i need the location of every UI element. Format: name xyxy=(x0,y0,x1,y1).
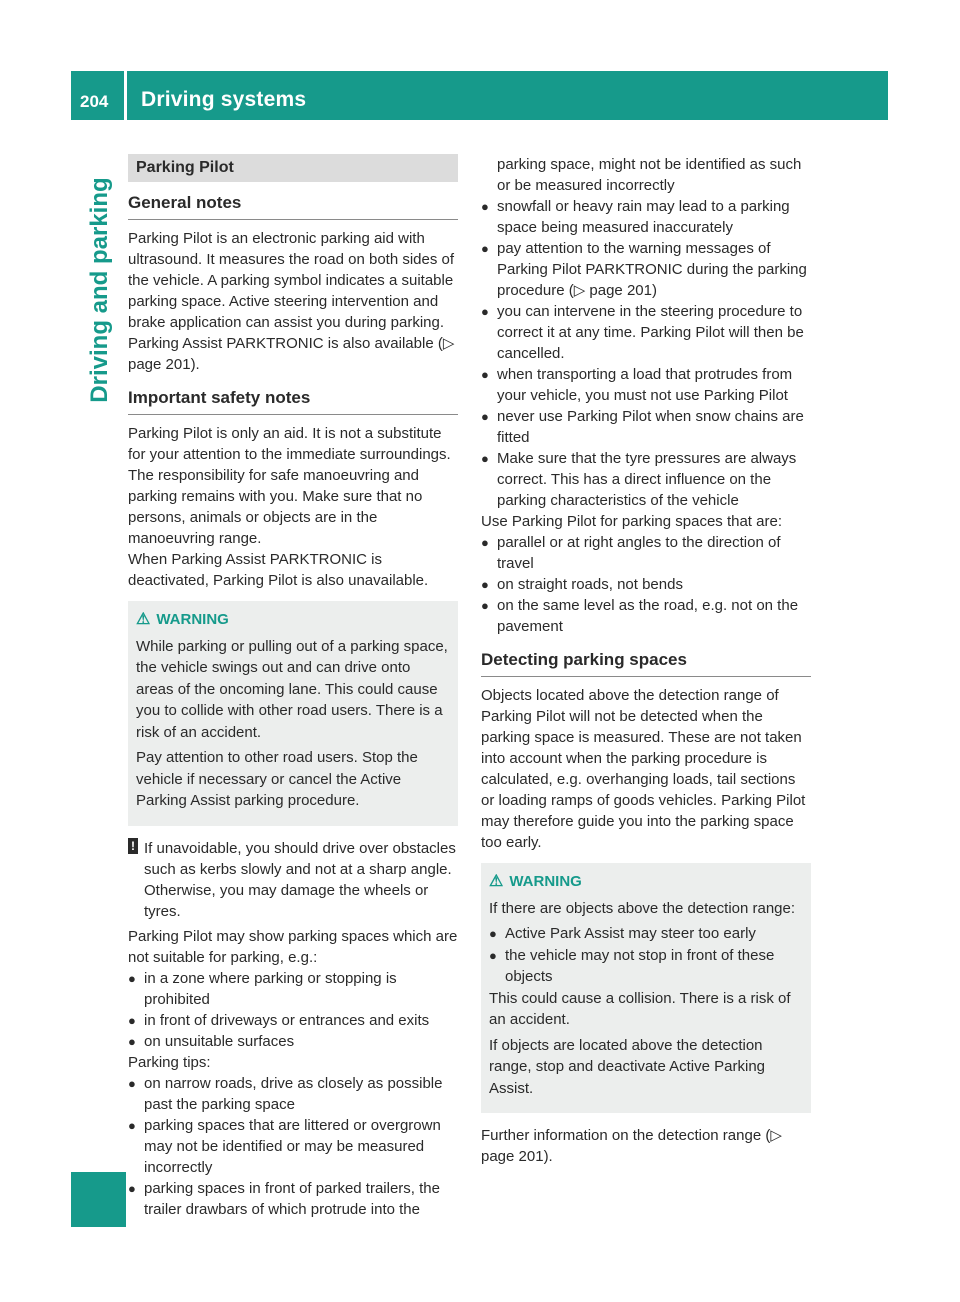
bullet-icon: ● xyxy=(481,409,489,424)
list-item: ● snowfall or heavy rain may lead to a parking space being measured inaccurately xyxy=(481,198,790,236)
detecting-text: Objects located above the detection range of Parking Pilot will not be detected when the parking space is measured. These are not taken into account when the parking procedure is calculated, e.g. overhanging loads, tail sections or loading ramps of goods vehicles. Parking Pilot may therefore guide you into the parking space too early. xyxy=(481,687,806,851)
list-item: ● on narrow roads, drive as closely as possible past the parking space xyxy=(128,1074,443,1113)
list-item: ● parking spaces that are littered or overgrown may not be identified or may be measured incorrectly xyxy=(128,1116,441,1176)
safety-text-1: Parking Pilot is only an aid. It is not a substitute for your attention to the immediate surroundings. The responsibility for safe manoeuvring and parking remains with you. Make sure that no persons, animals or objects are in the manoeuvring range. xyxy=(128,425,451,547)
header-separator xyxy=(124,71,127,120)
bullet-icon: ● xyxy=(128,1033,136,1049)
general-notes-text: Parking Pilot is an electronic parking aid with ultrasound. It measures the road on both sides of the vehicle. A parking symbol indicates a suitable parking space. Active steering intervention and brake application can assist you during parking. Parking Assist PARKTRONIC is also available (▷ page 201). xyxy=(128,230,455,373)
list-item: ● in a zone where parking or stopping is prohibited xyxy=(128,969,397,1008)
bullet-icon: ● xyxy=(481,451,489,466)
heading-general-notes: General notes xyxy=(128,192,458,220)
list-item: ● on straight roads, not bends xyxy=(481,576,683,593)
list-item: ● when transporting a load that protrudes from your vehicle, you must not use Parking Pilot xyxy=(481,366,793,404)
list-item: ● pay attention to the warning messages of Parking Pilot PARKTRONIC during the parking procedure (▷ page 201) xyxy=(481,240,807,299)
list-item: ● you can intervene in the steering procedure to correct it at any time. Parking Pilot will then be cancelled. xyxy=(481,303,804,362)
section-title: Driving systems xyxy=(141,88,307,111)
tips-intro: Parking tips: xyxy=(128,1053,211,1071)
left-column xyxy=(128,154,458,1220)
bullet-icon: ● xyxy=(481,304,489,319)
warning-triangle-icon: ⚠ xyxy=(136,611,151,628)
warning-text-1: While parking or pulling out of a parking space, the vehicle swings out and can drive onto areas of the oncoming lane. This could cause you to collide with other road users. There is a risk of an accident. xyxy=(136,637,448,741)
list-item: ● on the same level as the road, e.g. not on the pavement xyxy=(481,597,799,635)
unsuitable-list xyxy=(128,968,458,1052)
bullet-icon: ● xyxy=(128,1012,136,1028)
bullet-icon: ● xyxy=(489,947,497,963)
warning-heading: ⚠ WARNING xyxy=(489,871,803,893)
tips-list xyxy=(128,1073,458,1220)
heading-detecting-spaces: Detecting parking spaces xyxy=(481,649,811,677)
warning-box-left xyxy=(128,601,458,826)
list-item: ● parallel or at right angles to the direction of travel xyxy=(481,534,781,572)
bullet-icon: ● xyxy=(481,241,489,256)
tips-list-continued xyxy=(481,196,811,511)
side-tab-label: Driving and parking xyxy=(86,177,113,403)
list-item: ● in front of driveways or entrances and exits xyxy=(128,1011,430,1029)
bullet-icon: ● xyxy=(128,1180,136,1196)
list-item: ● Make sure that the tyre pressures are always correct. This has a direct influence on the parking characteristics of the vehicle xyxy=(481,450,797,509)
warning-heading: ⚠ WARNING xyxy=(136,609,450,631)
unsuitable-intro: Parking Pilot may show parking spaces which are not suitable for parking, e.g.: xyxy=(128,927,458,966)
bullet-icon: ● xyxy=(128,1117,136,1133)
list-item: ● the vehicle may not stop in front of these objects xyxy=(489,946,775,985)
bullet-icon: ● xyxy=(128,1075,136,1091)
list-item: ● Active Park Assist may steer too early xyxy=(489,923,803,945)
page-number: 204 xyxy=(80,92,109,111)
chapter-title-box: Parking Pilot xyxy=(128,154,458,182)
bullet-icon: ● xyxy=(128,970,136,986)
warning-text-2: This could cause a collision. There is a risk of an accident. xyxy=(489,989,791,1028)
warning-text-2: Pay attention to other road users. Stop the vehicle if necessary or cancel the Active Parking Assist parking procedure. xyxy=(136,749,418,809)
warning-triangle-icon: ⚠ xyxy=(489,873,504,890)
right-column xyxy=(481,154,811,1167)
warning-box-right xyxy=(481,863,811,1113)
list-item: ● parking spaces in front of parked trailers, the trailer drawbars of which protrude into the xyxy=(128,1179,440,1218)
safety-text-2: When Parking Assist PARKTRONIC is deactivated, Parking Pilot is also unavailable. xyxy=(128,551,429,589)
list-item: ● never use Parking Pilot when snow chains are fitted xyxy=(481,408,804,446)
damage-note: ! If unavoidable, you should drive over obstacles such as kerbs slowly and not at a sharp angle. Otherwise, you may damage the wheels or tyres. xyxy=(128,838,458,922)
warning-text-3: If objects are located above the detection range, stop and deactivate Active Parking Assist. xyxy=(489,1036,766,1097)
side-tab-marker xyxy=(71,1172,126,1227)
bullet-icon: ● xyxy=(481,367,489,382)
bullet-icon: ● xyxy=(481,598,489,613)
warning-list xyxy=(489,923,803,988)
bullet-icon: ● xyxy=(489,926,497,941)
tips-continued: parking space, might not be identified as such or be measured incorrectly xyxy=(497,156,802,194)
warning-text-1: If there are objects above the detection range: xyxy=(489,899,796,917)
exclamation-icon: ! xyxy=(128,838,138,854)
use-intro: Use Parking Pilot for parking spaces that are: xyxy=(481,513,782,530)
bullet-icon: ● xyxy=(481,577,489,592)
further-info: Further information on the detection range (▷ page 201). xyxy=(481,1127,782,1165)
bullet-icon: ● xyxy=(481,199,489,214)
use-list xyxy=(481,532,811,637)
bullet-icon: ● xyxy=(481,535,489,550)
list-item: ● on unsuitable surfaces xyxy=(128,1032,295,1050)
heading-safety-notes: Important safety notes xyxy=(128,387,458,415)
